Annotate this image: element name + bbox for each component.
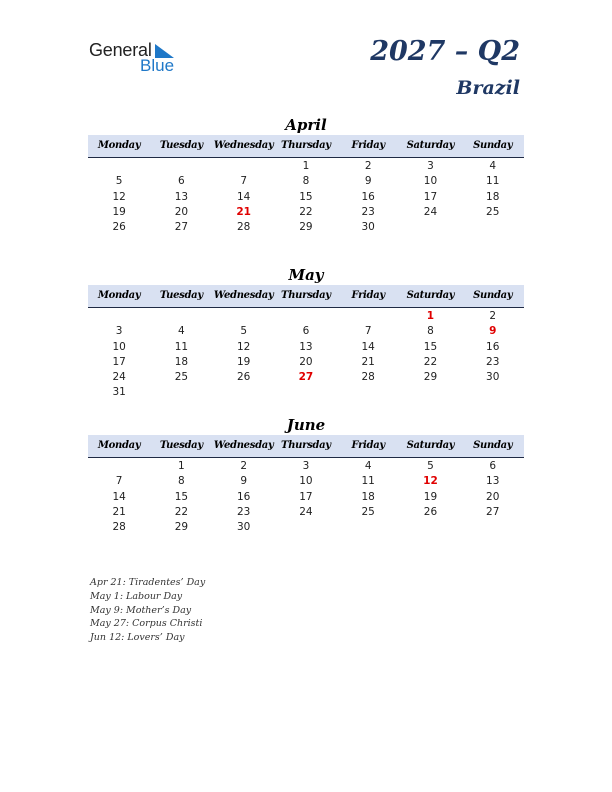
day-cell: 10: [423, 175, 438, 188]
day-cell: 14: [236, 190, 251, 203]
day-cell: 6: [489, 460, 497, 472]
month-april: [88, 115, 524, 235]
weekday-header: Thursday: [281, 140, 331, 151]
day-cell: [213, 309, 275, 324]
day-cell: 15: [423, 340, 438, 353]
day-cell: 1: [178, 460, 185, 472]
day-cell: [337, 309, 399, 324]
day-cell: 8: [178, 475, 185, 488]
month-title: June: [286, 416, 326, 434]
day-cell: 6: [178, 175, 185, 188]
holiday-notes: [90, 576, 205, 645]
page-title: 2027 – Q2: [370, 36, 520, 67]
weekday-header: Tuesday: [159, 140, 203, 151]
day-cell: [275, 520, 337, 535]
week-row: [88, 205, 524, 220]
day-cell: 13: [486, 475, 500, 488]
day-cell: [462, 385, 524, 400]
day-cell: 2: [489, 310, 497, 322]
day-cell: [150, 309, 212, 324]
day-cell: 10: [112, 340, 126, 353]
weekday-header: Thursday: [281, 290, 331, 301]
day-cell: 11: [361, 475, 375, 488]
day-cell: 26: [112, 221, 126, 234]
day-cell: 29: [174, 521, 189, 534]
week-row: [88, 190, 524, 205]
holiday-note: May 27: Corpus Christi: [90, 618, 203, 630]
day-cell: 20: [486, 490, 500, 503]
day-cell: 1: [426, 310, 435, 322]
weekday-header: Saturday: [406, 440, 455, 451]
day-cell: [213, 385, 275, 400]
day-cell: [399, 520, 461, 535]
day-cell: 28: [112, 521, 126, 534]
week-row: [88, 385, 524, 400]
day-cell: 15: [174, 490, 189, 503]
day-cell: 19: [423, 490, 438, 503]
weekday-header-row: [88, 435, 524, 458]
week-row: [88, 324, 524, 339]
day-cell: 5: [240, 325, 247, 338]
weekday-header: Friday: [351, 140, 385, 151]
day-cell: 2: [240, 460, 247, 472]
day-cell: 20: [299, 355, 313, 368]
day-cell: 27: [174, 221, 189, 234]
day-cell: 1: [302, 160, 310, 172]
day-cell: 23: [236, 505, 251, 518]
brand-logo: [89, 40, 189, 76]
day-cell: 9: [489, 325, 497, 338]
week-row: [88, 520, 524, 535]
day-cell: 3: [302, 460, 310, 472]
day-cell: [88, 309, 150, 324]
day-cell: 27: [298, 371, 314, 384]
weekday-header: Thursday: [281, 440, 331, 451]
day-cell: 8: [427, 325, 434, 338]
day-cell: 9: [364, 175, 372, 188]
week-row: [88, 474, 524, 489]
day-cell: 18: [486, 190, 500, 203]
day-cell: 12: [236, 340, 251, 353]
day-cell: 12: [112, 190, 126, 203]
day-cell: 25: [486, 205, 500, 218]
day-cell: 9: [240, 475, 247, 488]
holiday-note: Apr 21: Tiradentes’ Day: [90, 577, 206, 588]
weekday-header: Sunday: [473, 290, 513, 301]
week-row: [88, 174, 524, 189]
day-cell: 17: [112, 355, 126, 368]
day-cell: 25: [361, 505, 375, 518]
week-row: [88, 490, 524, 505]
day-cell: 25: [174, 371, 189, 384]
day-cell: 28: [361, 371, 375, 384]
day-cell: 22: [174, 505, 189, 518]
day-cell: 16: [361, 190, 375, 203]
day-cell: [213, 159, 275, 174]
day-cell: 24: [423, 205, 438, 218]
day-cell: 19: [112, 205, 126, 218]
day-cell: [88, 159, 150, 174]
week-row: [88, 459, 524, 474]
day-cell: 3: [115, 325, 123, 338]
week-row: [88, 159, 524, 174]
day-cell: 17: [423, 190, 438, 203]
day-cell: 21: [236, 205, 251, 218]
day-cell: 28: [236, 221, 251, 234]
month-title: May: [288, 266, 324, 284]
day-cell: 30: [486, 371, 500, 384]
day-cell: 23: [361, 205, 375, 218]
day-cell: 19: [236, 355, 251, 368]
day-cell: 5: [427, 460, 434, 472]
day-cell: [150, 159, 212, 174]
week-row: [88, 370, 524, 385]
day-cell: 14: [112, 490, 126, 503]
day-cell: 18: [361, 490, 375, 503]
day-cell: 15: [299, 190, 313, 203]
day-cell: 24: [299, 505, 313, 518]
month-title: April: [285, 116, 327, 134]
weekday-header: Tuesday: [159, 440, 203, 451]
weekday-header: Monday: [97, 140, 141, 151]
day-cell: 3: [427, 160, 434, 172]
day-cell: 21: [112, 505, 126, 518]
weekday-header: Friday: [351, 440, 385, 451]
holiday-note: May 1: Labour Day: [90, 590, 183, 602]
month-may: [88, 265, 524, 401]
weekday-header: Friday: [351, 290, 385, 301]
week-row: [88, 220, 524, 235]
day-cell: 26: [423, 505, 438, 518]
day-cell: 27: [486, 505, 500, 518]
day-cell: [337, 520, 399, 535]
day-cell: 12: [423, 475, 438, 488]
day-cell: 4: [364, 460, 372, 472]
day-cell: [275, 385, 337, 400]
logo-text-blue: Blue: [140, 56, 175, 75]
logo-text-general: General: [89, 40, 152, 60]
day-cell: 21: [361, 355, 375, 368]
day-cell: 10: [299, 475, 313, 488]
page-subtitle: Brazil: [456, 77, 520, 99]
day-cell: 23: [486, 355, 500, 368]
day-cell: 4: [489, 160, 497, 172]
week-row: [88, 505, 524, 520]
day-cell: [462, 520, 524, 535]
weekday-header-row: [88, 285, 524, 308]
weekday-header: Saturday: [406, 140, 455, 151]
day-cell: 5: [115, 175, 123, 188]
weekday-header: Sunday: [473, 140, 513, 151]
day-cell: [337, 385, 399, 400]
weekday-header: Saturday: [406, 290, 455, 301]
day-cell: 20: [174, 205, 189, 218]
weekday-header: Sunday: [473, 440, 513, 451]
week-row: [88, 309, 524, 324]
weekday-header: Monday: [97, 290, 141, 301]
weekday-header: Wednesday: [213, 140, 274, 151]
day-cell: 17: [299, 490, 313, 503]
day-cell: 7: [364, 325, 372, 338]
day-cell: 30: [361, 221, 375, 234]
week-row: [88, 340, 524, 355]
day-cell: 22: [299, 205, 313, 218]
day-cell: [399, 385, 461, 400]
day-cell: 30: [236, 521, 251, 534]
day-cell: 16: [486, 340, 500, 353]
day-cell: 29: [299, 221, 313, 234]
day-cell: 11: [174, 340, 189, 353]
day-cell: [150, 385, 212, 400]
day-cell: 11: [486, 175, 500, 188]
day-cell: 13: [299, 340, 313, 353]
day-cell: 8: [302, 175, 310, 188]
day-cell: [462, 220, 524, 235]
week-row: [88, 355, 524, 370]
day-cell: 29: [423, 371, 438, 384]
day-cell: [275, 309, 337, 324]
day-cell: 7: [240, 175, 247, 188]
day-cell: 6: [302, 325, 310, 338]
weekday-header-row: [88, 135, 524, 158]
day-cell: 14: [361, 340, 375, 353]
day-cell: [399, 220, 461, 235]
day-cell: 31: [112, 386, 126, 399]
day-cell: 7: [115, 475, 123, 488]
weekday-header: Wednesday: [213, 290, 274, 301]
day-cell: 22: [423, 355, 438, 368]
day-cell: [88, 459, 150, 474]
day-cell: 13: [174, 190, 189, 203]
holiday-note: Jun 12: Lovers’ Day: [90, 632, 185, 644]
day-cell: 4: [178, 325, 185, 338]
weekday-header: Wednesday: [213, 440, 274, 451]
day-cell: 24: [112, 371, 126, 384]
month-june: [88, 415, 524, 535]
day-cell: 2: [364, 160, 372, 172]
day-cell: 16: [236, 490, 251, 503]
day-cell: 18: [174, 355, 189, 368]
day-cell: 26: [236, 371, 251, 384]
weekday-header: Monday: [97, 440, 141, 451]
weekday-header: Tuesday: [159, 290, 203, 301]
holiday-note: May 9: Mother’s Day: [90, 604, 192, 616]
